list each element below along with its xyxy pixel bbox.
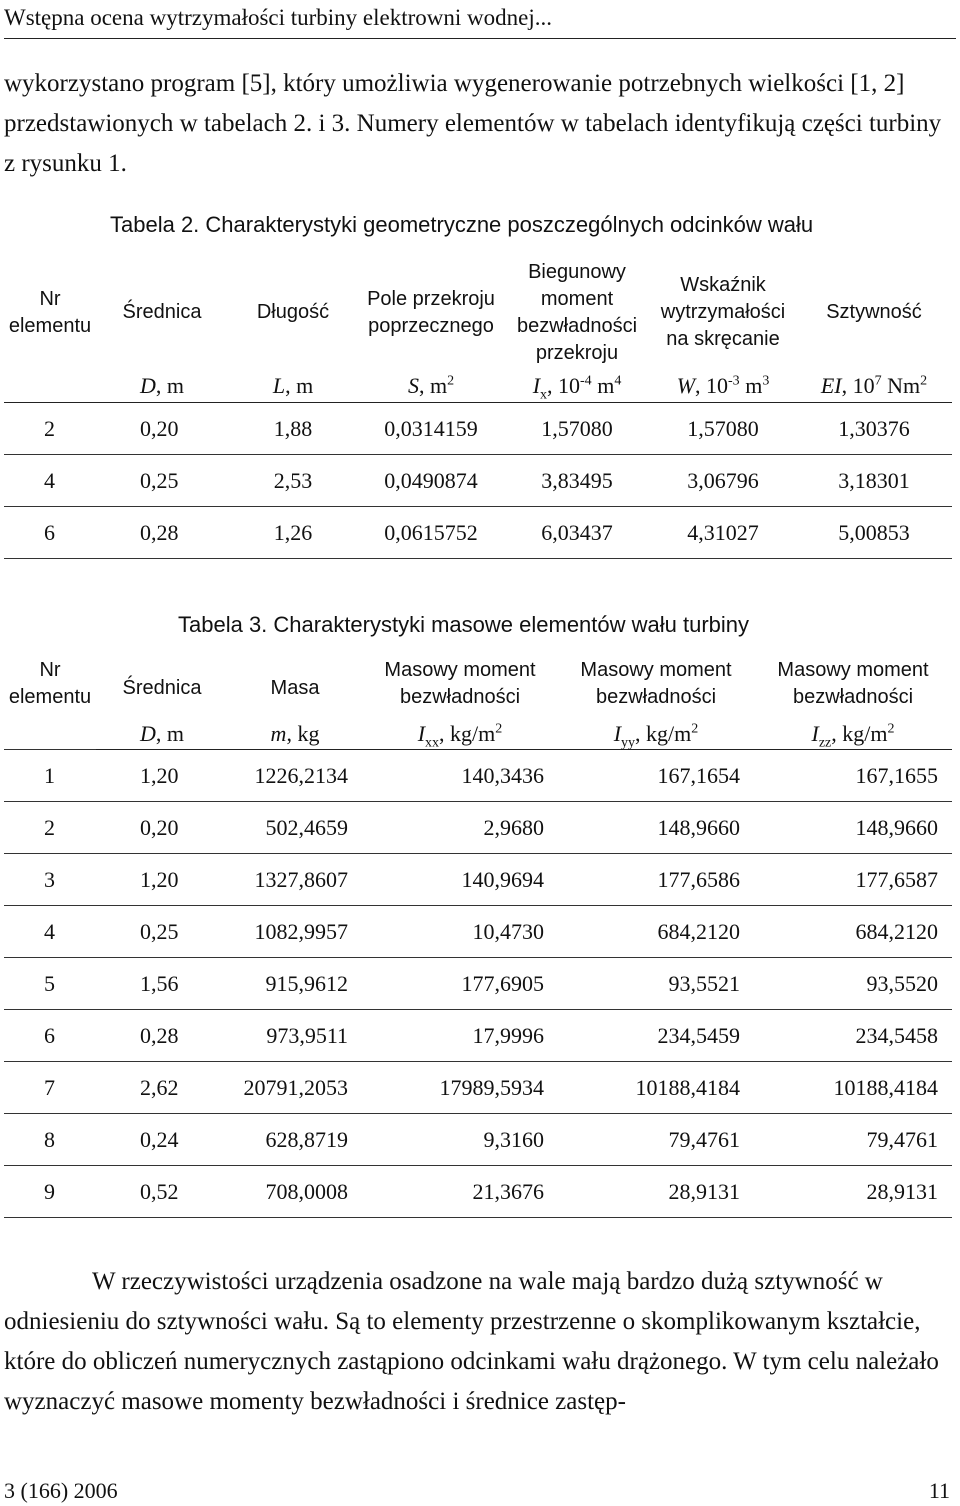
cell: 1327,8607: [228, 854, 362, 906]
table-row: [4, 802, 952, 854]
table-row: [4, 854, 952, 906]
header-wskaznik: Wskaźnik wytrzymałości na skręcanie: [660, 274, 786, 350]
cell: 167,1655: [754, 750, 952, 802]
unit-polar-moment: $I_x$, $10^{-4}$ $m^4$: [504, 370, 650, 403]
paragraph-body: [4, 1262, 954, 1422]
cell: 93,5521: [558, 958, 754, 1010]
unit-izz: $I_{zz}$, $kg/m^2$: [754, 719, 952, 750]
table-row: [4, 507, 952, 559]
cell: 0,20: [96, 802, 228, 854]
table-row: [4, 958, 952, 1010]
cell: 10,4730: [362, 906, 558, 958]
cell: 3,06796: [650, 455, 796, 507]
table3-caption: Tabela 3. Charakterystyki masowe elementów wału turbiny: [178, 612, 750, 637]
cell: 628,8719: [228, 1114, 362, 1166]
cell: 234,5458: [754, 1010, 952, 1062]
table-row: [4, 1114, 952, 1166]
table-row: [4, 403, 952, 455]
cell: 6: [4, 1010, 96, 1062]
cell: 0,28: [96, 507, 228, 559]
unit-nr-empty: [4, 719, 96, 750]
cell: 3: [4, 854, 96, 906]
cell: 3,83495: [504, 455, 650, 507]
header-masa: Masa: [270, 676, 320, 699]
cell: 0,28: [96, 1010, 228, 1062]
unit-stiffness: EI, $10^7$ Nm$^2$: [796, 370, 952, 403]
unit-length: L, m: [228, 370, 358, 403]
cell: 9,3160: [362, 1114, 558, 1166]
unit-mass: m, kg: [228, 719, 362, 750]
cell: 148,9660: [558, 802, 754, 854]
running-head: Wstępna ocena wytrzymałości turbiny elektrowni wodnej...: [4, 0, 956, 39]
cell: 684,2120: [754, 906, 952, 958]
cell: 1,57080: [504, 403, 650, 455]
cell: 148,9660: [754, 802, 952, 854]
cell: 0,24: [96, 1114, 228, 1166]
cell: 0,0314159: [358, 403, 504, 455]
table-geometric-characteristics: [4, 255, 952, 559]
cell: 20791,2053: [228, 1062, 362, 1114]
cell: 28,9131: [754, 1166, 952, 1218]
cell: 1,20: [96, 750, 228, 802]
header-dlugosc: Długość: [256, 301, 330, 323]
cell: 0,0615752: [358, 507, 504, 559]
unit-ixx: $I_{xx}$, $kg/m^2$: [362, 719, 558, 750]
cell: 0,52: [96, 1166, 228, 1218]
table2-caption: Tabela 2. Charakterystyki geometryczne poszczególnych odcinków wału: [110, 212, 814, 237]
cell: 2,62: [96, 1062, 228, 1114]
footer-issue: 3 (166) 2006: [4, 1478, 118, 1503]
cell: 1,56: [96, 958, 228, 1010]
table-mass-characteristics: [4, 653, 952, 1218]
table-row: [4, 1010, 952, 1062]
cell: 177,6587: [754, 854, 952, 906]
cell: 502,4659: [228, 802, 362, 854]
cell: 915,9612: [228, 958, 362, 1010]
unit-diameter: D, m: [96, 370, 228, 403]
table-row: [4, 906, 952, 958]
table-row: [4, 1062, 952, 1114]
cell: 28,9131: [558, 1166, 754, 1218]
cell: 2: [4, 403, 96, 455]
cell: 4: [4, 906, 96, 958]
cell: 5,00853: [796, 507, 952, 559]
cell: 1082,9957: [228, 906, 362, 958]
unit-nr-empty: [4, 370, 96, 403]
cell: 234,5459: [558, 1010, 754, 1062]
header-mass-moment-x: Masowy moment bezwładności: [384, 659, 536, 708]
cell: 21,3676: [362, 1166, 558, 1218]
cell: 9: [4, 1166, 96, 1218]
cell: 6: [4, 507, 96, 559]
header-pole: Pole przekroju poprzecznego: [367, 287, 495, 337]
cell: 1,88: [228, 403, 358, 455]
cell: 1,57080: [650, 403, 796, 455]
table-row: [4, 1166, 952, 1218]
unit-iyy: $I_{yy}$, $kg/m^2$: [558, 719, 754, 750]
table-row: [4, 750, 952, 802]
cell: 4,31027: [650, 507, 796, 559]
cell: 708,0008: [228, 1166, 362, 1218]
cell: 973,9511: [228, 1010, 362, 1062]
cell: 7: [4, 1062, 96, 1114]
cell: 17,9996: [362, 1010, 558, 1062]
cell: 140,3436: [362, 750, 558, 802]
cell: 2,53: [228, 455, 358, 507]
cell: 2,9680: [362, 802, 558, 854]
footer-page-number: 11: [928, 1478, 950, 1503]
header-srednica: Średnica: [122, 676, 202, 699]
cell: 10188,4184: [558, 1062, 754, 1114]
cell: 177,6586: [558, 854, 754, 906]
cell: 1,30376: [796, 403, 952, 455]
cell: 1: [4, 750, 96, 802]
cell: 140,9694: [362, 854, 558, 906]
unit-diameter: D, m: [96, 719, 228, 750]
paragraph-intro: wykorzystano program [5], który umożliwia wygenerowanie potrzebnych wielkości [1, 2] przedstawionych w tabelach 2. i 3. Numery elementów w tabelach identyfikują części turbiny z rysunku 1.: [4, 70, 942, 177]
header-nr: Nr elementu: [8, 287, 92, 337]
cell: 5: [4, 958, 96, 1010]
table-row: [4, 455, 952, 507]
header-nr: Nr elementu: [8, 659, 92, 708]
cell: 1,26: [228, 507, 358, 559]
cell: 4: [4, 455, 96, 507]
header-mass-moment-z: Masowy moment bezwładności: [777, 659, 929, 708]
header-sztywnosc: Sztywność: [826, 301, 922, 323]
cell: 17989,5934: [362, 1062, 558, 1114]
cell: 8: [4, 1114, 96, 1166]
cell: 6,03437: [504, 507, 650, 559]
cell: 0,0490874: [358, 455, 504, 507]
cell: 10188,4184: [754, 1062, 952, 1114]
cell: 79,4761: [558, 1114, 754, 1166]
header-biegunowy: Biegunowy moment bezwładności przekroju: [516, 260, 638, 364]
unit-section-modulus: W, $10^{-3}$ $m^3$: [650, 370, 796, 403]
header-mass-moment-y: Masowy moment bezwładności: [580, 659, 732, 708]
paragraph-text: W rzeczywistości urządzenia osadzone na wale mają bardzo dużą sztywność w odniesieniu do sztywności wału. Są to elementy przestrzenne o skomplikowanym kształcie, które do obliczeń numerycznych zastąpiono odcinkami wału drążonego. W tym celu należało wyznaczyć masowe momenty bezwładności i średnice zastęp-: [4, 1268, 939, 1415]
cell: 684,2120: [558, 906, 754, 958]
header-srednica: Średnica: [122, 301, 202, 323]
cell: 3,18301: [796, 455, 952, 507]
unit-area: S, $m^2$: [358, 370, 504, 403]
cell: 79,4761: [754, 1114, 952, 1166]
cell: 2: [4, 802, 96, 854]
cell: 0,25: [96, 906, 228, 958]
cell: 0,20: [96, 403, 228, 455]
cell: 1226,2134: [228, 750, 362, 802]
cell: 167,1654: [558, 750, 754, 802]
cell: 0,25: [96, 455, 228, 507]
cell: 177,6905: [362, 958, 558, 1010]
cell: 1,20: [96, 854, 228, 906]
cell: 93,5520: [754, 958, 952, 1010]
